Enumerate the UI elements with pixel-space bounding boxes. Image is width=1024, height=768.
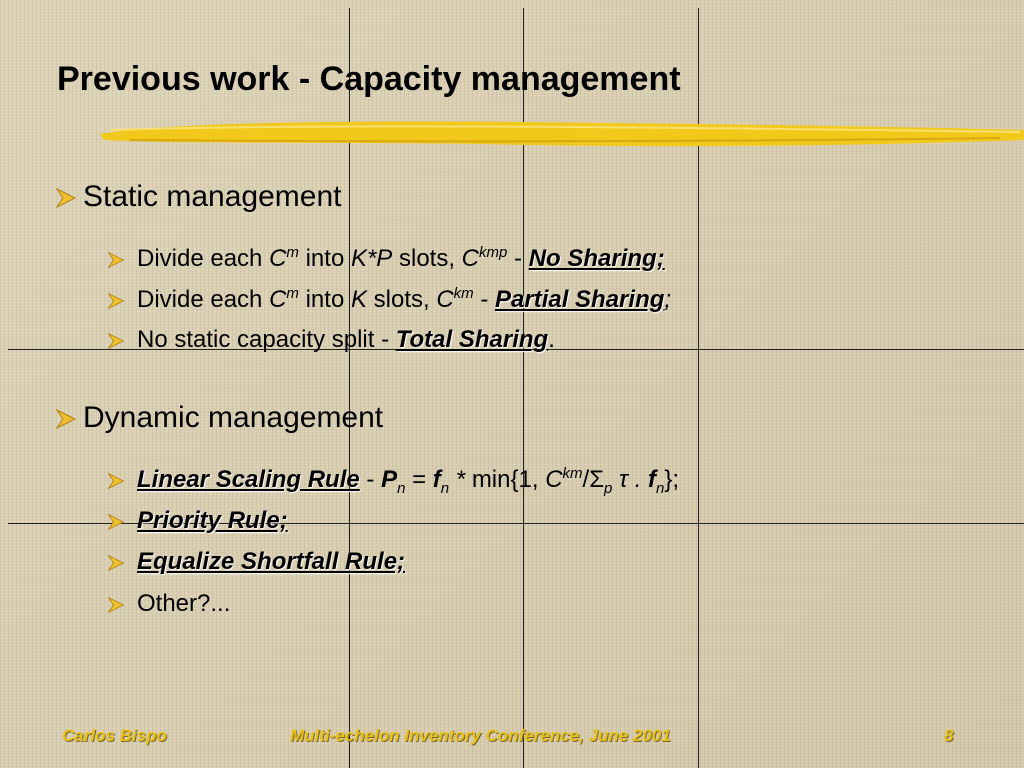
- arrow-bullet-icon: [107, 548, 137, 576]
- arrow-bullet-icon: [107, 245, 137, 273]
- subscript: n: [440, 479, 450, 497]
- item-text: into: [298, 286, 351, 313]
- emphasis-label: Equalize Shortfall Rule;: [137, 548, 406, 575]
- section-static: [55, 180, 341, 214]
- item-text: *: [449, 466, 472, 493]
- variable: C: [436, 286, 454, 313]
- item-text: ;: [664, 286, 672, 313]
- list-item: [107, 548, 405, 576]
- item-text: Divide each: [137, 245, 270, 272]
- arrow-bullet-icon: [55, 180, 83, 214]
- variable: P: [381, 466, 398, 493]
- list-item: [107, 326, 555, 354]
- item-text: Divide each: [137, 286, 270, 313]
- item-text: slots,: [366, 286, 437, 313]
- item-text: τ .: [612, 466, 649, 493]
- item-text: -: [507, 245, 529, 272]
- subscript: n: [656, 479, 665, 497]
- item-text: Other?...: [137, 590, 231, 617]
- brush-stroke-underline: [100, 116, 1024, 152]
- section-heading: Static management: [83, 180, 342, 213]
- variable: K*P: [350, 245, 393, 272]
- superscript: km: [453, 285, 474, 302]
- footer-conference: Multi-echelon Inventory Conference, June 2001: [290, 726, 671, 745]
- variable: C: [545, 466, 563, 493]
- emphasis-label: Partial Sharing: [495, 286, 665, 313]
- superscript: m: [286, 285, 299, 302]
- variable: f: [432, 466, 441, 493]
- item-text: };: [664, 466, 680, 493]
- item-text: -: [359, 466, 382, 493]
- footer-page-number: 8: [944, 726, 954, 745]
- sigma-symbol: Σ: [589, 466, 605, 493]
- list-item: [107, 285, 671, 314]
- section-dynamic: [55, 401, 383, 435]
- item-text: =: [405, 466, 433, 493]
- arrow-bullet-icon: [107, 326, 137, 354]
- slide-title: Previous work - Capacity management: [57, 60, 681, 98]
- list-item: [107, 590, 230, 618]
- superscript: km: [562, 465, 583, 482]
- emphasis-label: Total Sharing: [395, 326, 549, 353]
- variable: C: [269, 245, 287, 272]
- superscript: kmp: [479, 244, 508, 261]
- variable: C: [269, 286, 287, 313]
- list-item: [107, 465, 679, 497]
- variable: K: [350, 286, 367, 313]
- footer-author: Carlos Bispo: [62, 726, 167, 745]
- subscript: p: [604, 479, 613, 497]
- superscript: m: [286, 244, 299, 261]
- arrow-bullet-icon: [107, 507, 137, 535]
- item-text: into: [298, 245, 351, 272]
- item-text: -: [473, 286, 495, 313]
- emphasis-label: Priority Rule;: [137, 507, 288, 534]
- arrow-bullet-icon: [55, 401, 83, 435]
- item-text: min{1,: [471, 466, 546, 493]
- item-text: .: [548, 326, 555, 353]
- list-item: [107, 507, 288, 535]
- section-heading: Dynamic management: [83, 401, 384, 434]
- arrow-bullet-icon: [107, 286, 137, 314]
- variable: C: [461, 245, 480, 272]
- item-text: /: [582, 466, 590, 493]
- emphasis-label: No Sharing;: [528, 245, 665, 272]
- arrow-bullet-icon: [107, 466, 137, 494]
- list-item: [107, 244, 665, 273]
- arrow-bullet-icon: [107, 590, 137, 618]
- subscript: n: [397, 479, 406, 497]
- item-text: No static capacity split -: [137, 326, 396, 353]
- emphasis-label: Linear Scaling Rule: [137, 466, 360, 493]
- item-text: slots,: [392, 245, 462, 272]
- variable: f: [648, 466, 657, 493]
